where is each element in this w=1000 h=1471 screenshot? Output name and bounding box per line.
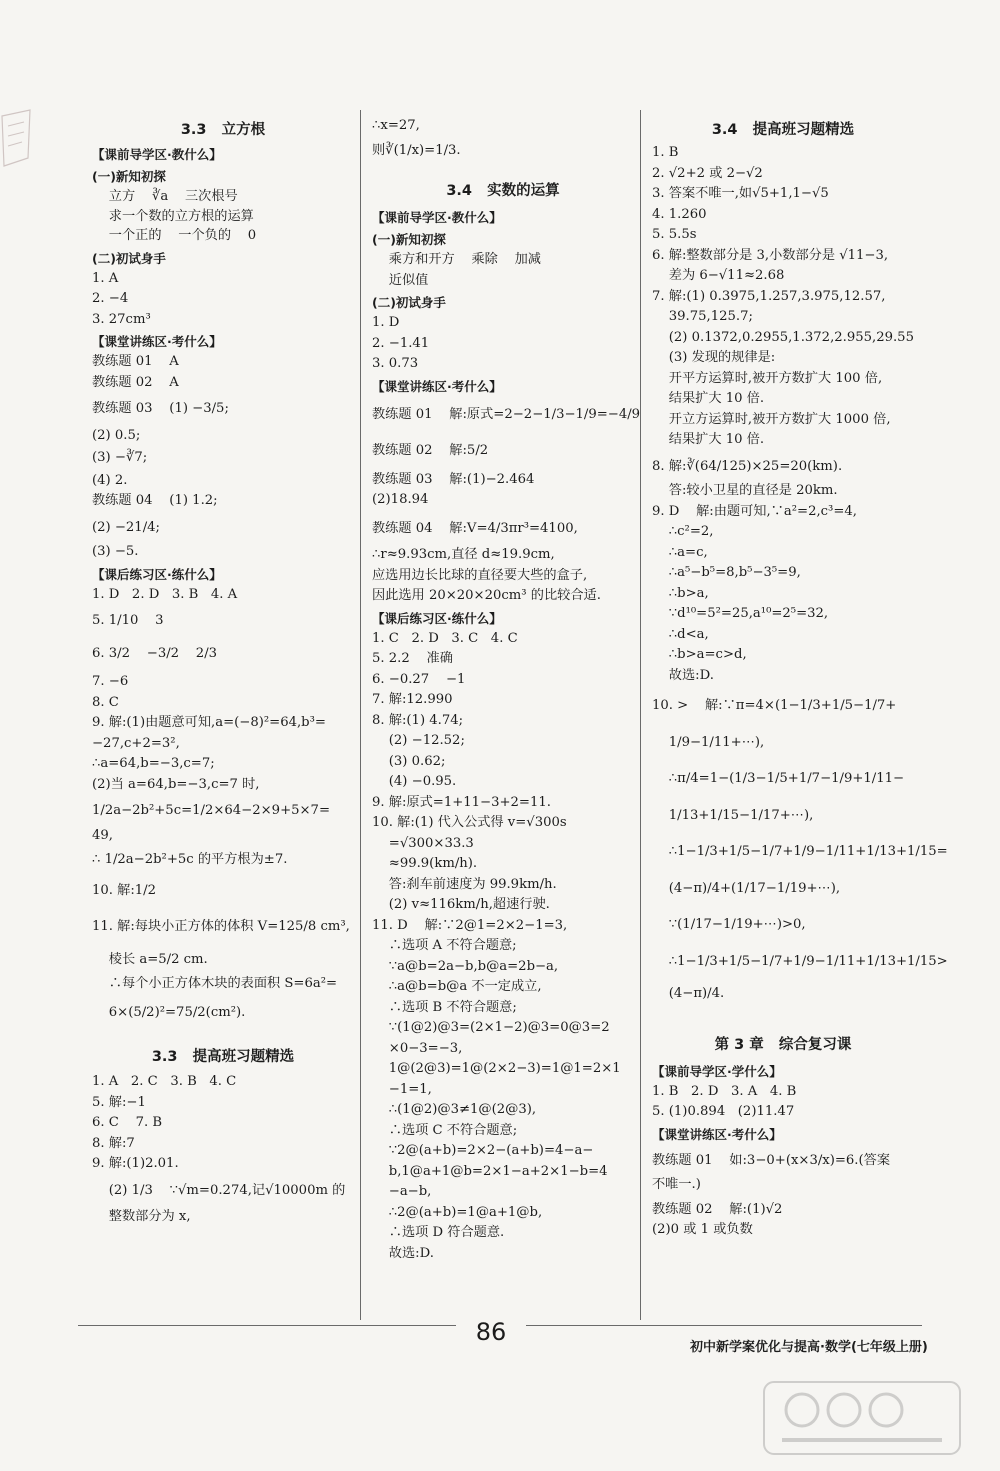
zone-label: 【课前导学区·教什么】 <box>372 210 502 225</box>
section-title: 3.3 立方根 <box>180 122 266 138</box>
answer-line: ×0−3=−3, <box>372 1040 463 1056</box>
zone-label: (一)新知初探 <box>92 169 166 184</box>
answer-line: (2) −21/4; <box>92 519 160 535</box>
answer-line: (2) 1/3 ∵√m=0.274,记√10000m 的 <box>92 1182 346 1198</box>
answer-line: 差为 6−√11≈2.68 <box>652 268 785 283</box>
answer-line: 2. √2+2 或 2−√2 <box>652 165 763 181</box>
answer-line: 49, <box>92 827 113 843</box>
answer-line: 结果扩大 10 倍. <box>652 432 765 447</box>
answer-line: 故选:D. <box>372 1245 434 1261</box>
answer-line: 因此选用 20×20×20cm³ 的比较合适. <box>372 588 601 603</box>
answer-line: ∴选项 A 不符合题意; <box>372 938 517 953</box>
answer-line: 教练题 02 A <box>92 374 179 390</box>
answer-line: 1. D 2. D 3. B 4. A <box>92 586 238 602</box>
answer-line: ∴2@(a+b)=1@a+1@b, <box>372 1204 543 1220</box>
answer-line: 39.75,125.7; <box>652 309 753 324</box>
answer-line: 答:较小卫星的直径是 20km. <box>652 483 838 498</box>
answer-line: 则∛(1/x)=1/3. <box>372 142 461 158</box>
answer-line: 教练题 03 (1) −3/5; <box>92 401 229 416</box>
answer-line: (2) 0.5; <box>92 427 141 443</box>
answer-line: 7. 解:(1) 0.3975,1.257,3.975,12.57, <box>652 288 886 304</box>
answer-line: 5. (1)0.894 (2)11.47 <box>652 1104 795 1119</box>
answer-line: 不唯一.) <box>652 1177 701 1192</box>
zone-label: 【课后练习区·练什么】 <box>372 610 502 626</box>
answer-line: 结果扩大 10 倍. <box>652 391 765 406</box>
answer-line: 一个正的 一个负的 0 <box>92 228 257 243</box>
answer-line: (3) −∛7; <box>92 450 148 465</box>
answer-line: 9. 解:原式=1+11−3+2=11. <box>372 794 551 810</box>
answer-line: ∵(1/17−1/19+⋯)>0, <box>652 917 806 932</box>
answer-line: (4−π)/4+(1/17−1/19+⋯), <box>652 880 841 896</box>
answer-line: ∴每个小正方体木块的表面积 S=6a²= <box>92 976 338 991</box>
answer-line: =√300×33.3 <box>372 835 474 851</box>
answer-line: 8. 解:7 <box>92 1135 135 1151</box>
answer-line: 教练题 01 A <box>92 354 179 369</box>
answer-line: ≈99.9(km/h). <box>372 856 478 871</box>
answer-line: 10. > 解:∵π=4×(1−1/3+1/5−1/7+ <box>652 698 897 713</box>
answer-line: 10. 解:1/2 <box>92 882 157 898</box>
answer-line: 6. −0.27 −1 <box>372 671 466 687</box>
answer-line: 11. D 解:∵2@1=2×2−1=3, <box>372 917 568 933</box>
answer-line: (2)当 a=64,b=−3,c=7 时, <box>92 776 260 792</box>
answer-line: (3) −5. <box>92 544 139 559</box>
answer-line: 教练题 02 解:(1)√2 <box>652 1201 783 1217</box>
answer-line: 9. 解:(1)2.01. <box>92 1156 179 1171</box>
answer-line: 8. 解:∛(64/125)×25=20(km). <box>652 458 843 474</box>
zone-label: (二)初试身手 <box>372 295 446 310</box>
answer-line: 3. 27cm³ <box>92 311 151 327</box>
column-divider-2 <box>640 110 641 1320</box>
answer-line: (2) 0.1372,0.2955,1.372,2.955,29.55 <box>652 329 914 345</box>
answer-line: 1@(2@3)=1@(2×2−3)=1@1=2×1 <box>372 1061 621 1076</box>
answer-line: ∴x=27, <box>372 118 420 133</box>
answer-line: 5. 解:−1 <box>92 1094 146 1110</box>
answer-line: ∴a=c, <box>652 544 708 560</box>
answer-line: 1/13+1/15−1/17+⋯), <box>652 807 814 823</box>
answer-line: 1. B 2. D 3. A 4. B <box>652 1083 797 1099</box>
answer-line: (4−π)/4. <box>652 986 725 1001</box>
zone-label: 【课堂讲练区·考什么】 <box>92 334 222 349</box>
zone-label: 【课堂讲练区·考什么】 <box>652 1126 782 1142</box>
book-title: 初中新学案优化与提高·数学(七年级上册) <box>690 1340 928 1355</box>
answer-line: ∴b>a, <box>652 585 709 601</box>
answer-line: 9. D 解:由题可知,∵a²=2,c³=4, <box>652 503 857 519</box>
section-title: 第 3 章 综合复习课 <box>714 1036 852 1053</box>
answer-line: (4) 2. <box>92 472 128 488</box>
answer-line: 近似值 <box>372 272 429 288</box>
zone-label: (一)新知初探 <box>372 232 446 247</box>
answer-line: 乘方和开方 乘除 加减 <box>372 252 541 267</box>
corner-stamp-mark <box>0 108 34 168</box>
zone-label: 【课前导学区·教什么】 <box>92 147 222 162</box>
page-number: 86 <box>456 1318 526 1346</box>
answer-line: 2. −1.41 <box>372 335 430 351</box>
answer-line: ∵(1@2)@3=(2×1−2)@3=0@3=2 <box>372 1020 610 1035</box>
answer-line: 5. 2.2 准确 <box>372 651 453 666</box>
answer-line: (3) 发现的规律是: <box>652 350 776 365</box>
section-title: 3.3 提高班习题精选 <box>151 1049 295 1065</box>
answer-line: 1/2a−2b²+5c=1/2×64−2×9+5×7= <box>92 803 330 818</box>
watermark-logo <box>762 1378 962 1458</box>
answer-line: 棱长 a=5/2 cm. <box>92 951 208 967</box>
answer-line: 立方 ∛a 三次根号 <box>92 189 238 204</box>
answer-line: ∴选项 D 符合题意. <box>372 1225 505 1240</box>
answer-line: ∴1−1/3+1/5−1/7+1/9−1/11+1/13+1/15> <box>652 953 948 969</box>
zone-label: 【课后练习区·练什么】 <box>92 566 222 582</box>
answer-line: 教练题 03 解:(1)−2.464 <box>372 471 535 487</box>
answer-line: 求一个数的立方根的运算 <box>92 208 254 224</box>
answer-line: ∴选项 C 不符合题意; <box>372 1122 518 1138</box>
answer-line: 整数部分为 x, <box>92 1209 191 1224</box>
answer-line: 教练题 04 解:V=4/3πr³=4100, <box>372 520 578 536</box>
answer-line: (2) v≈116km/h,超速行驶. <box>372 897 550 912</box>
answer-line: ∴1−1/3+1/5−1/7+1/9−1/11+1/13+1/15= <box>652 844 948 859</box>
zone-label: 【课堂讲练区·考什么】 <box>372 378 502 394</box>
answer-line: 教练题 01 解:原式=2−2−1/3−1/9=−4/9 <box>372 406 641 422</box>
answer-line: 4. 1.260 <box>652 206 707 222</box>
column-divider-1 <box>360 110 361 1320</box>
answer-line: b,1@a+1@b=2×1−a+2×1−b=4 <box>372 1163 608 1179</box>
answer-line: 教练题 02 解:5/2 <box>372 443 489 458</box>
zone-label: 【课前导学区·学什么】 <box>652 1063 782 1079</box>
answer-line: (4) −0.95. <box>372 774 457 789</box>
answer-line: 11. 解:每块小正方体的体积 V=125/8 cm³, <box>92 919 350 934</box>
answer-line: 1. B <box>652 145 679 160</box>
answer-line: ∴a@b=b@a 不一定成立, <box>372 979 542 994</box>
answer-line: 教练题 04 (1) 1.2; <box>92 493 218 508</box>
answer-line: 1. D <box>372 315 400 330</box>
answer-line: ∴ 1/2a−2b²+5c 的平方根为±7. <box>92 852 288 867</box>
answer-column-3 <box>652 118 948 1239</box>
zone-label: (二)初试身手 <box>92 250 166 266</box>
answer-line: ∴(1@2)@3≠1@(2@3), <box>372 1102 537 1117</box>
answer-line: ∴选项 B 不符合题意; <box>372 999 517 1015</box>
answer-line: 1/9−1/11+⋯), <box>652 734 765 750</box>
answer-line: ∴a⁵−b⁵=8,b⁵−3⁵=9, <box>652 565 801 580</box>
answer-line: 5. 5.5s <box>652 227 697 242</box>
section-title: 3.4 提高班习题精选 <box>711 122 855 138</box>
answer-line: 8. 解:(1) 4.74; <box>372 712 464 728</box>
answer-line: 2. −4 <box>92 291 129 306</box>
answer-line: 应选用边长比球的直径要大些的盒子, <box>372 567 588 583</box>
answer-line: ∴π/4=1−(1/3−1/5+1/7−1/9+1/11− <box>652 771 905 786</box>
answer-line: 3. 答案不唯一,如√5+1,1−√5 <box>652 186 829 201</box>
answer-line: (2)0 或 1 或负数 <box>652 1222 753 1237</box>
answer-line: ∴a=64,b=−3,c=7; <box>92 756 215 771</box>
answer-line: ∴d<a, <box>652 626 709 642</box>
answer-line: 9. 解:(1)由题意可知,a=(−8)²=64,b³= <box>92 715 326 730</box>
answer-line: (3) 0.62; <box>372 753 446 769</box>
answer-line: 1. A <box>92 270 119 286</box>
answer-line: −a−b, <box>372 1184 432 1199</box>
answer-line: ∵d¹⁰=5²=25,a¹⁰=2⁵=32, <box>652 606 829 621</box>
answer-column-1 <box>92 118 354 1226</box>
answer-line: ∴c²=2, <box>652 524 714 539</box>
answer-line: (2)18.94 <box>372 492 429 507</box>
answer-line: −27,c+2=3², <box>92 735 180 751</box>
answer-line: (2) −12.52; <box>372 733 465 748</box>
answer-line: 3. 0.73 <box>372 356 419 371</box>
answer-line: ∴r≈9.93cm,直径 d≈19.9cm, <box>372 547 555 562</box>
answer-line: 教练题 01 如:3−0+(x×3/x)=6.(答案 <box>652 1152 891 1168</box>
answer-line: ∴b>a=c>d, <box>652 647 747 662</box>
answer-line: 开立方运算时,被开方数扩大 1000 倍, <box>652 411 891 427</box>
answer-line: 6×(5/2)²=75/2(cm²). <box>92 1004 246 1020</box>
answer-line: ∵a@b=2a−b,b@a=2b−a, <box>372 958 559 974</box>
answer-line: 5. 1/10 3 <box>92 613 164 628</box>
answer-line: 10. 解:(1) 代入公式得 v=√300s <box>372 815 567 830</box>
answer-line: 开平方运算时,被开方数扩大 100 倍, <box>652 370 883 386</box>
answer-line: 1. C 2. D 3. C 4. C <box>372 630 518 646</box>
answer-line: 故选:D. <box>652 667 714 683</box>
answer-line: 答:刹车前速度为 99.9km/h. <box>372 876 557 892</box>
answer-line: 6. C 7. B <box>92 1115 163 1130</box>
answer-line: 6. 3/2 −3/2 2/3 <box>92 645 218 661</box>
answer-column-2 <box>372 118 641 1262</box>
answer-line: −1=1, <box>372 1081 432 1097</box>
section-title: 3.4 实数的运算 <box>446 183 560 199</box>
answer-line: 8. C <box>92 694 119 710</box>
answer-line: 7. −6 <box>92 674 129 689</box>
answer-line: ∵2@(a+b)=2×2−(a+b)=4−a− <box>372 1143 594 1158</box>
answer-line: 7. 解:12.990 <box>372 692 453 707</box>
answer-line: 6. 解:整数部分是 3,小数部分是 √11−3, <box>652 247 889 263</box>
answer-line: 1. A 2. C 3. B 4. C <box>92 1074 237 1089</box>
